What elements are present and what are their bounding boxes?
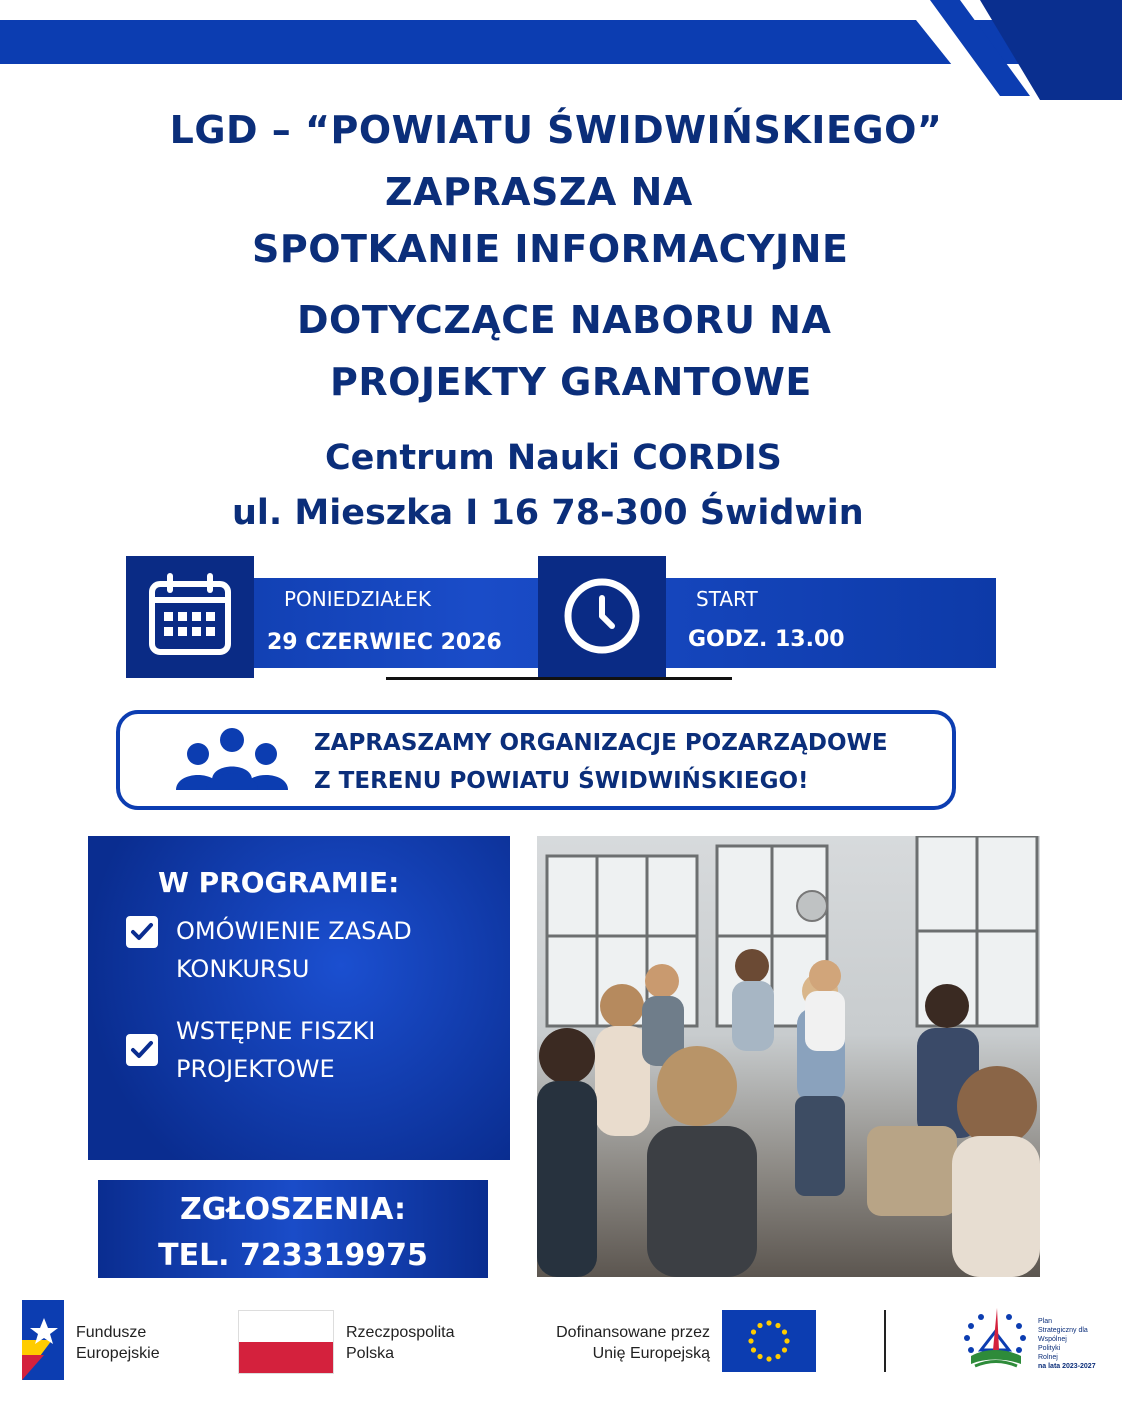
ps-text-line-4: Polityki <box>1038 1345 1061 1352</box>
program-title: W PROGRAMIE: <box>158 866 400 899</box>
venue-address: ul. Mieszka I 16 78-300 Świdwin <box>232 493 864 533</box>
ps-wpr-text <box>1038 1317 1096 1371</box>
program-item-1-line-1: OMÓWIENIE ZASAD <box>176 917 412 945</box>
fe-text-line-1: Fundusze <box>76 1324 147 1341</box>
event-time: GODZ. 13.00 <box>688 627 845 652</box>
clock-icon <box>538 556 666 678</box>
ps-text-line-1: Plan <box>1038 1318 1053 1325</box>
meeting-photo <box>537 836 1040 1277</box>
title-line-4: DOTYCZĄCE NABORU NA <box>297 298 832 342</box>
program-item-2 <box>176 1012 375 1088</box>
ps-text-line-3: Wspólnej <box>1038 1336 1067 1343</box>
eu-stars-icon <box>722 1310 816 1372</box>
start-label: START <box>696 587 758 611</box>
eu-text-line-1: Dofinansowane przez <box>556 1324 710 1341</box>
eu-flag <box>722 1310 816 1372</box>
registration-phone: TEL. 723319975 <box>158 1238 428 1273</box>
invite-line-1: ZAPRASZAMY ORGANIZACJE POZARZĄDOWE <box>314 730 888 756</box>
title-line-1: LGD – “POWIATU ŚWIDWIŃSKIEGO” <box>169 108 943 152</box>
program-item-2-line-1: WSTĘPNE FISZKI <box>176 1017 376 1045</box>
rp-text <box>346 1322 455 1364</box>
program-item-1 <box>176 912 412 988</box>
checkbox-icon <box>126 1034 158 1066</box>
fe-text-line-2: Europejskie <box>76 1345 160 1362</box>
ps-wpr-logo <box>955 1302 1035 1374</box>
fundusze-europejskie-logo <box>22 1300 64 1380</box>
registration-box <box>98 1180 488 1278</box>
poland-flag <box>238 1310 334 1374</box>
rp-text-line-2: Polska <box>346 1345 395 1362</box>
date-underline <box>386 677 732 680</box>
title-line-3: SPOTKANIE INFORMACYJNE <box>252 227 849 271</box>
day-label: PONIEDZIAŁEK <box>284 587 431 611</box>
title-line-5: PROJEKTY GRANTOWE <box>330 360 812 404</box>
ps-text-line-6: na lata 2023-2027 <box>1038 1363 1096 1370</box>
checkbox-icon <box>126 916 158 948</box>
venue-name: Centrum Nauki CORDIS <box>325 438 782 478</box>
meeting-illustration <box>537 836 1040 1277</box>
calendar-icon <box>126 556 254 678</box>
title-line-2: ZAPRASZA NA <box>385 170 693 214</box>
event-date: 29 CZERWIEC 2026 <box>267 630 502 655</box>
footer-divider <box>884 1310 886 1372</box>
eu-text <box>535 1322 710 1364</box>
program-box <box>88 836 510 1160</box>
ps-text-line-5: Rolnej <box>1038 1354 1058 1361</box>
invite-line-2: Z TERENU POWIATU ŚWIDWIŃSKIEGO! <box>314 768 809 794</box>
calendar-tile <box>126 556 254 678</box>
ps-text-line-2: Strategiczny dla <box>1038 1327 1088 1334</box>
clock-tile <box>538 556 666 678</box>
rp-text-line-1: Rzeczpospolita <box>346 1324 455 1341</box>
group-people-icon <box>172 724 292 794</box>
program-item-2-line-2: PROJEKTOWE <box>176 1055 335 1083</box>
eu-text-line-2: Unię Europejską <box>592 1345 710 1362</box>
registration-label: ZGŁOSZENIA: <box>180 1192 406 1227</box>
program-item-1-line-2: KONKURSU <box>176 955 310 983</box>
invite-box <box>116 710 956 810</box>
fe-text <box>76 1322 160 1364</box>
